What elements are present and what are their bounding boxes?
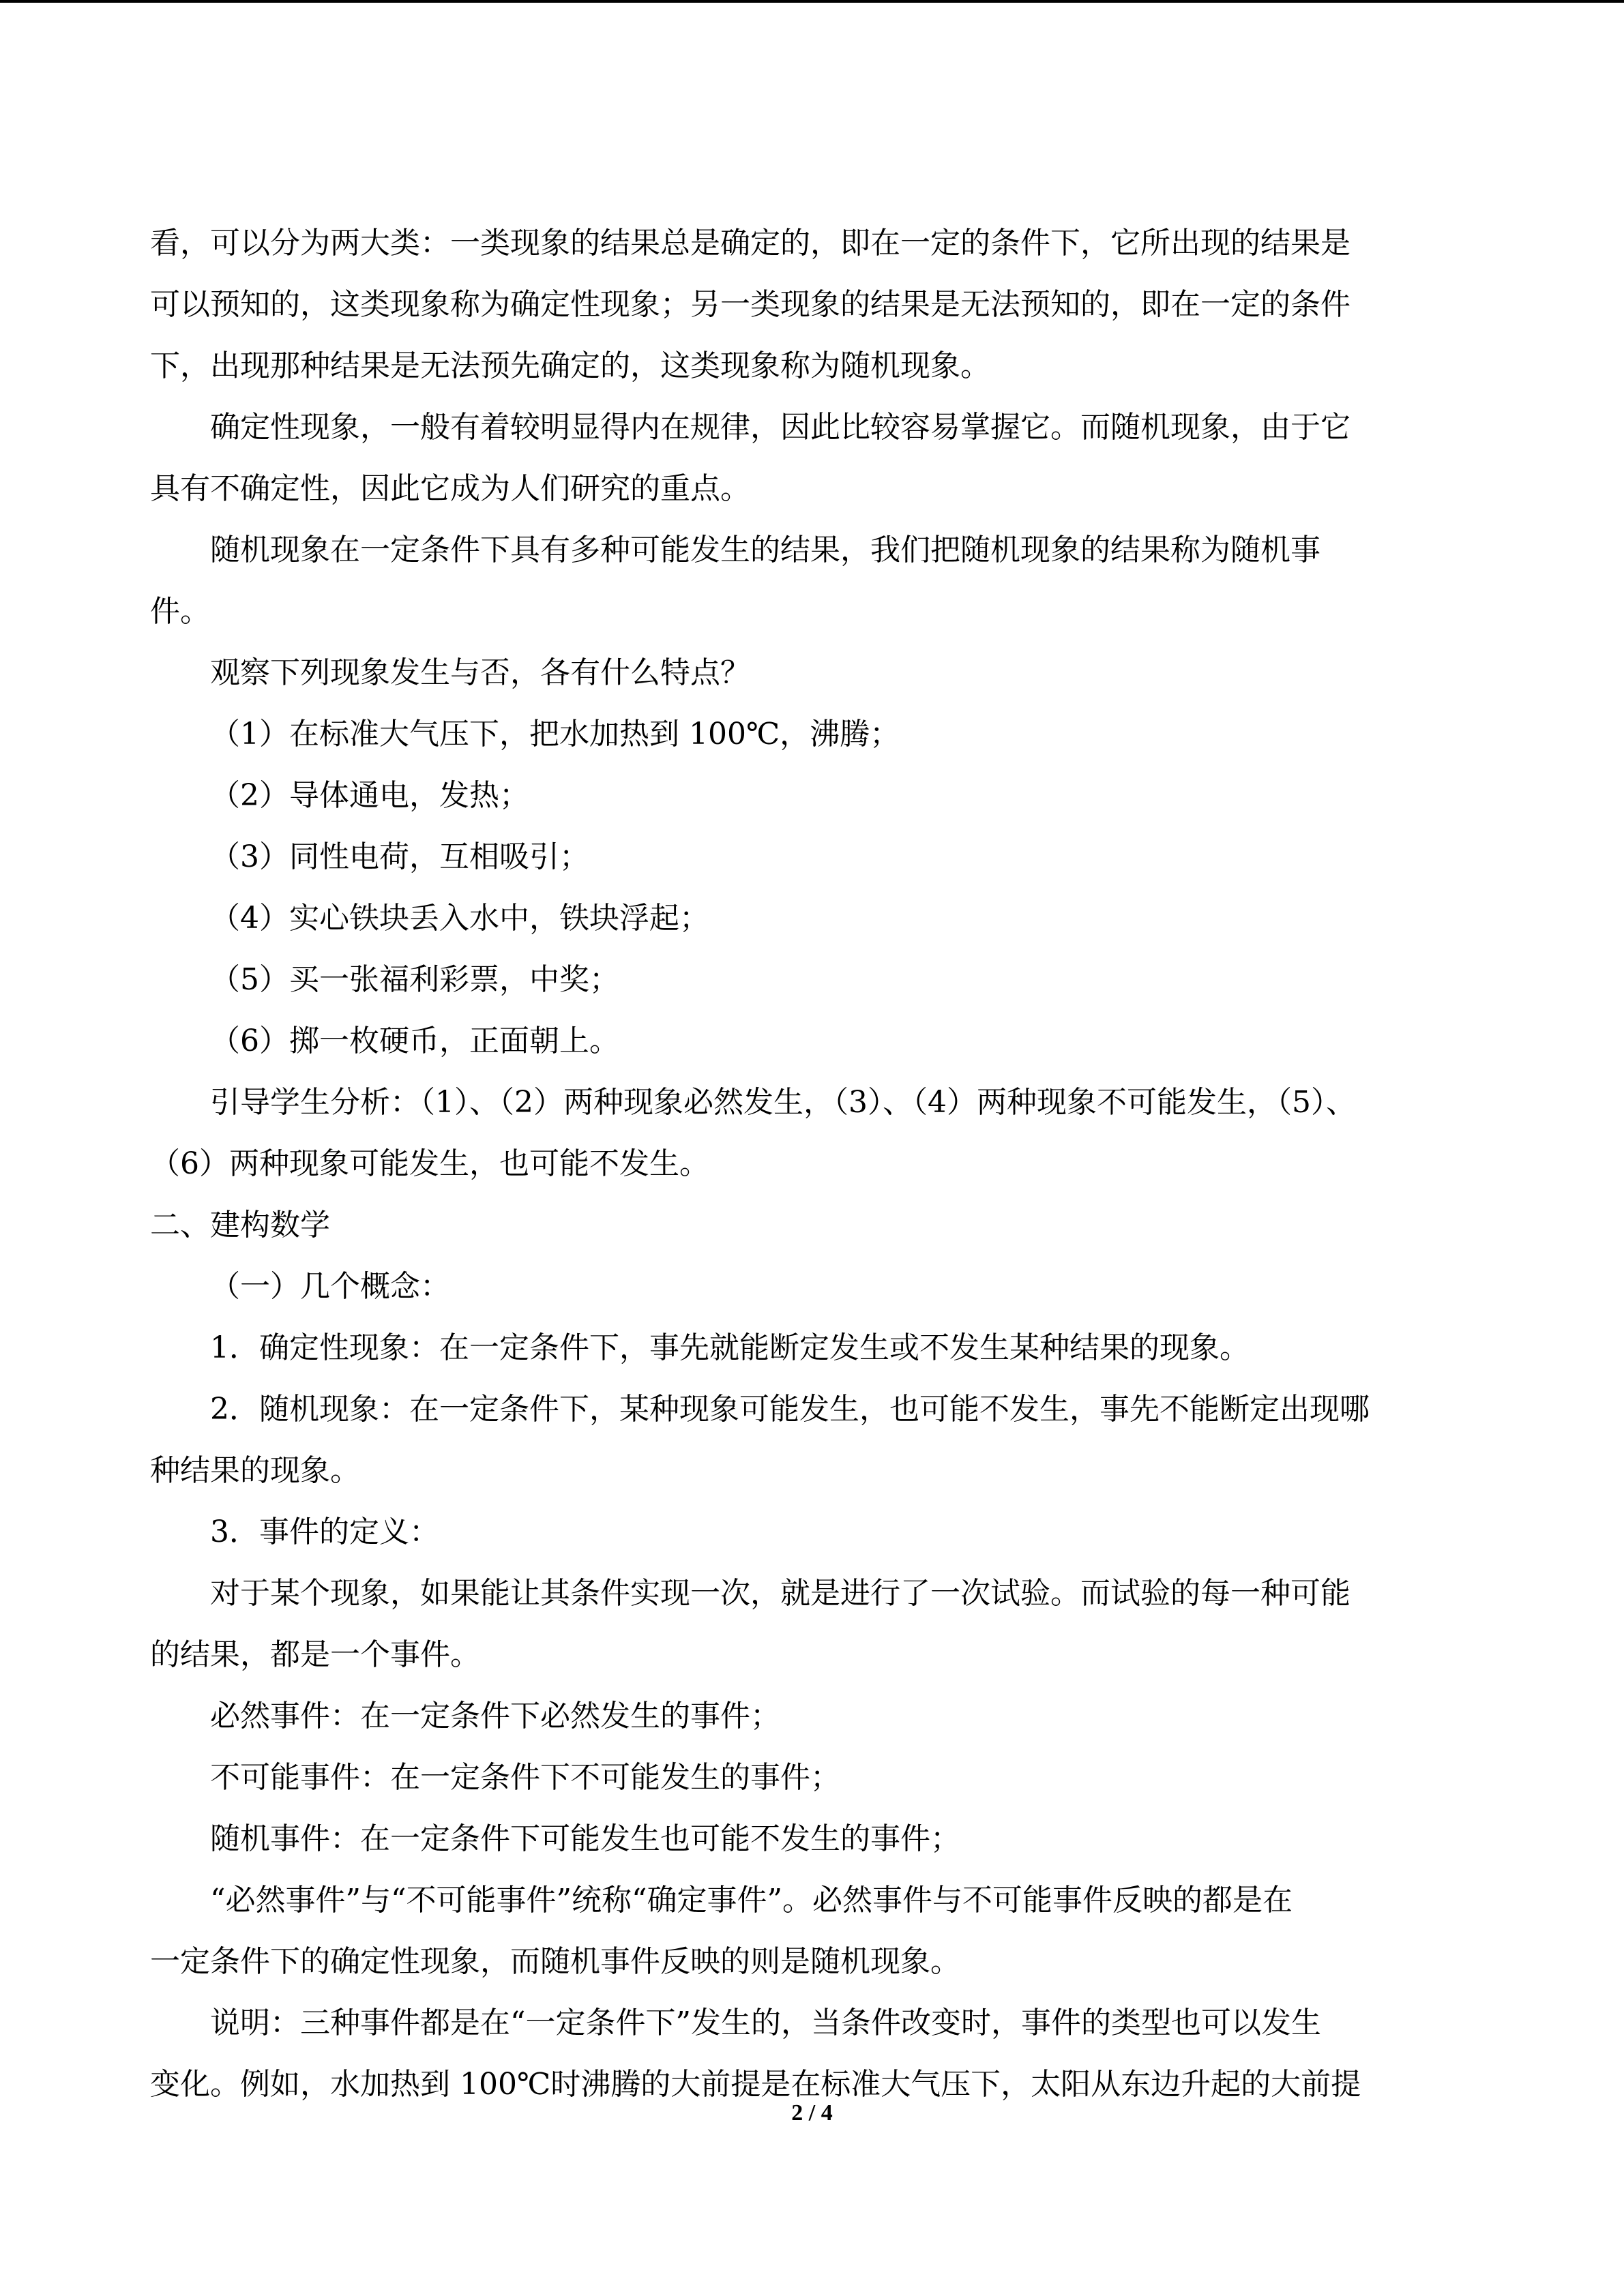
page-number: 2 / 4	[791, 2100, 833, 2126]
paragraph-line: 一定条件下的确定性现象，而随机事件反映的则是随机现象。	[150, 1944, 960, 1979]
paragraph-line: 可以预知的，这类现象称为确定性现象；另一类现象的结果是无法预知的，即在一定的条件	[150, 287, 1350, 322]
list-item: （6）掷一枚硬币，正面朝上。	[210, 1024, 619, 1058]
definition-line: 不可能事件：在一定条件下不可能发生的事件；	[210, 1760, 840, 1795]
paragraph-line: 引导学生分析：（1）、（2）两种现象必然发生，（3）、（4）两种现象不可能发生，（5）、	[210, 1085, 1356, 1120]
definition-line: 3．事件的定义：	[210, 1515, 439, 1549]
definition-line: 必然事件：在一定条件下必然发生的事件；	[210, 1699, 780, 1733]
paragraph-line: 的结果，都是一个事件。	[150, 1637, 480, 1672]
definition-line: 种结果的现象。	[150, 1453, 360, 1488]
paragraph-line: 下，出现那种结果是无法预先确定的，这类现象称为随机现象。	[150, 348, 990, 383]
section-heading: 二、建构数学	[150, 1208, 330, 1242]
paragraph-line: 对于某个现象，如果能让其条件实现一次，就是进行了一次试验。而试验的每一种可能	[210, 1576, 1350, 1611]
paragraph-line: 件。	[150, 594, 210, 629]
list-item: （4）实心铁块丢入水中，铁块浮起；	[210, 901, 709, 936]
definition-line: 随机事件：在一定条件下可能发生也可能不发生的事件；	[210, 1821, 960, 1856]
subsection-heading: （一）几个概念：	[210, 1269, 450, 1304]
paragraph-line: 看，可以分为两大类：一类现象的结果总是确定的，即在一定的条件下，它所出现的结果是	[150, 226, 1350, 260]
list-item: （2）导体通电，发热；	[210, 778, 529, 813]
paragraph-line: 具有不确定性，因此它成为人们研究的重点。	[150, 471, 750, 506]
document-body	[150, 213, 1473, 2115]
list-item: （3）同性电荷，互相吸引；	[210, 839, 589, 874]
definition-line: 1．确定性现象：在一定条件下，事先就能断定发生或不发生某种结果的现象。	[210, 1330, 1250, 1365]
question-line: 观察下列现象发生与否，各有什么特点？	[210, 655, 750, 690]
paragraph-line: 确定性现象，一般有着较明显得内在规律，因此比较容易掌握它。而随机现象，由于它	[210, 410, 1350, 445]
definition-line: 2．随机现象：在一定条件下，某种现象可能发生，也可能不发生，事先不能断定出现哪	[210, 1392, 1370, 1427]
paragraph-line: 变化。例如，水加热到 100℃时沸腾的大前提是在标准大气压下，太阳从东边升起的大前提	[150, 2067, 1361, 2102]
top-border	[0, 0, 1624, 3]
list-item: （1）在标准大气压下，把水加热到 100℃，沸腾；	[210, 717, 900, 751]
paragraph-line: 随机现象在一定条件下具有多种可能发生的结果，我们把随机现象的结果称为随机事	[210, 533, 1320, 567]
paragraph-line: “必然事件”与“不可能事件”统称“确定事件”。必然事件与不可能事件反映的都是在	[210, 1883, 1293, 1918]
paragraph-line: 说明：三种事件都是在“一定条件下”发生的，当条件改变时，事件的类型也可以发生	[210, 2006, 1321, 2040]
paragraph-line: （6）两种现象可能发生，也可能不发生。	[150, 1146, 709, 1181]
list-item: （5）买一张福利彩票，中奖；	[210, 962, 619, 997]
